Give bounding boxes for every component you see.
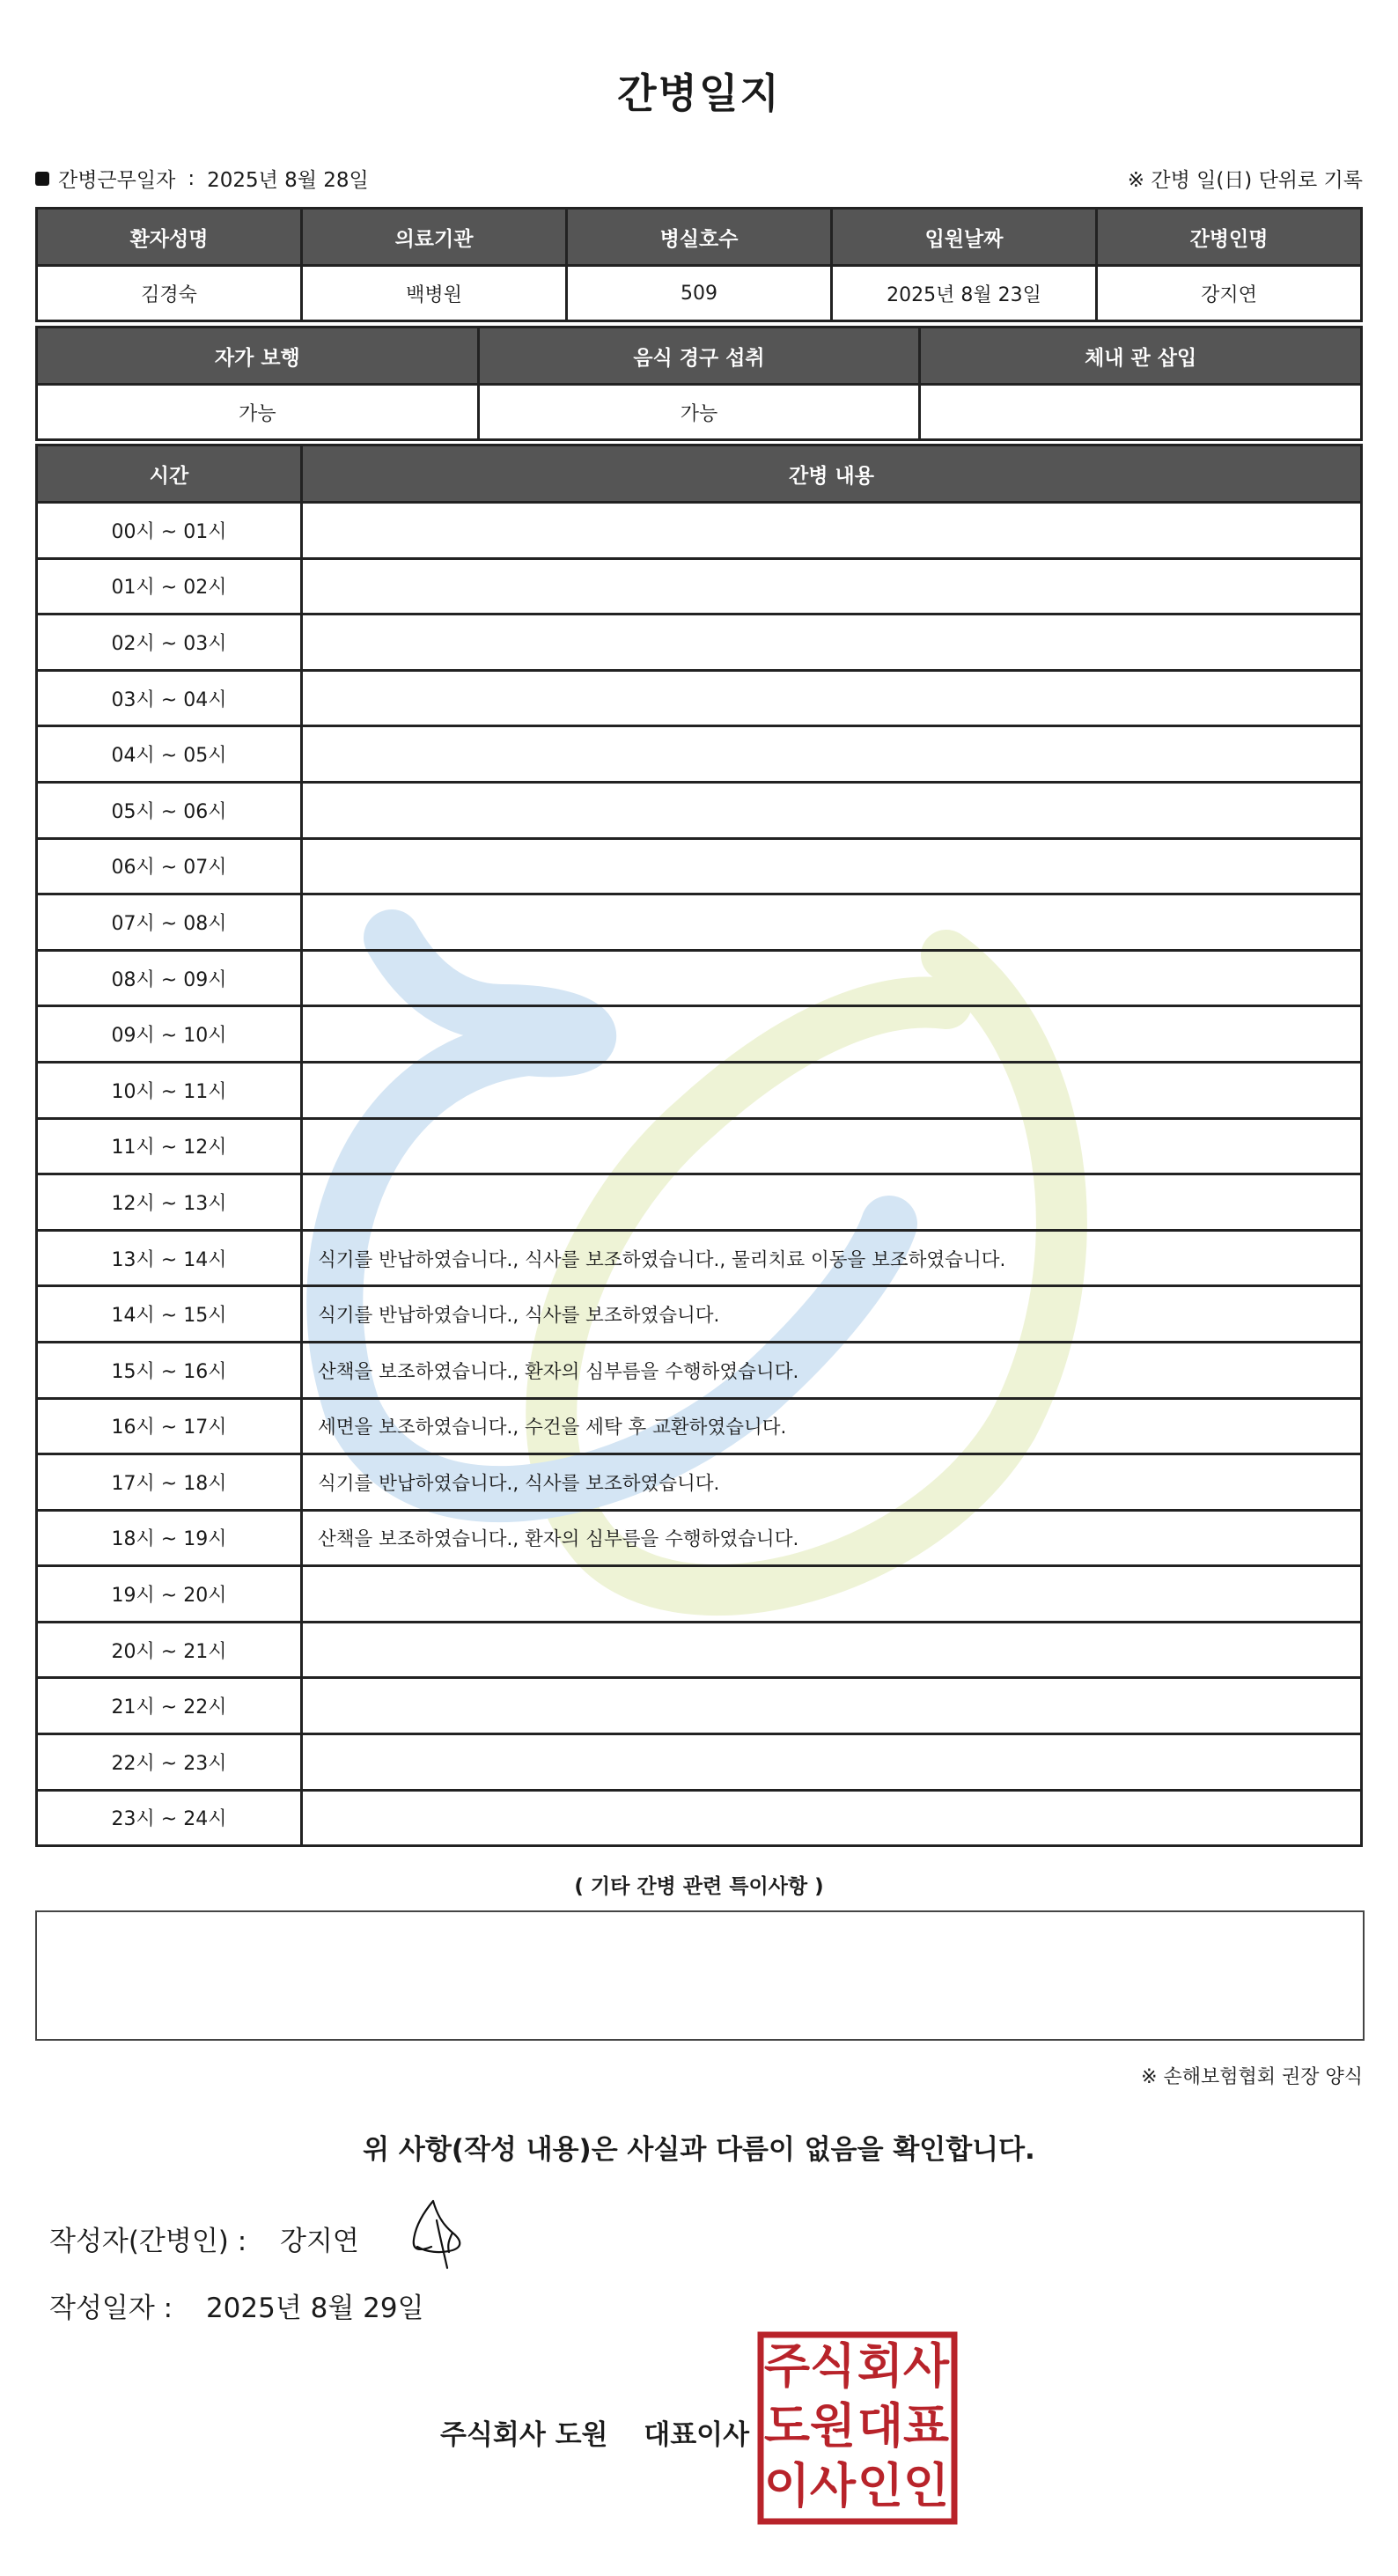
tube-insertion-value: [920, 385, 1362, 440]
care-log-time: 02시 ~ 03시: [37, 615, 302, 671]
care-log-row: [37, 1454, 1362, 1511]
care-log-time: 21시 ~ 22시: [37, 1678, 302, 1734]
care-log-row: [37, 1734, 1362, 1791]
seal-character: 주: [763, 2338, 811, 2394]
company-seal-stamp: [757, 2331, 958, 2525]
seal-character: 원: [809, 2398, 857, 2454]
header-self-walking: 자가 보행: [37, 328, 479, 385]
seal-character: 도: [763, 2398, 811, 2454]
self-walking-value: 가능: [37, 385, 479, 440]
patient-info-value-row: [37, 266, 1362, 321]
care-log-time: 18시 ~ 19시: [37, 1510, 302, 1566]
writer-line: [49, 2219, 359, 2258]
work-date-value: 2025년 8월 28일: [207, 169, 369, 192]
special-notes-title: ( 기타 간병 관련 특이사항 ): [574, 1875, 824, 1898]
care-log-row: [37, 1342, 1362, 1398]
care-log-content: 식기를 반납하였습니다., 식사를 보조하였습니다., 물리치료 이동을 보조하였습니다.: [302, 1230, 1362, 1286]
writer-name: 강지연: [280, 2226, 359, 2257]
caregiver-name-value: 강지연: [1097, 266, 1362, 321]
care-log-content: [302, 1174, 1362, 1231]
care-log-time: 16시 ~ 17시: [37, 1398, 302, 1454]
care-log-header-row: [37, 445, 1362, 503]
company-name: 주식회사 도원: [440, 2419, 608, 2451]
care-log-content: [302, 1678, 1362, 1734]
care-log-row: [37, 782, 1362, 838]
patient-name-value: 김경숙: [37, 266, 302, 321]
care-log-content: 세면을 보조하였습니다., 수건을 세탁 후 교환하였습니다.: [302, 1398, 1362, 1454]
care-log-content: 산책을 보조하였습니다., 환자의 심부름을 수행하였습니다.: [302, 1342, 1362, 1398]
room-number-value: 509: [567, 266, 832, 321]
care-log-time: 10시 ~ 11시: [37, 1062, 302, 1118]
written-date-line: [49, 2285, 424, 2325]
care-log-content: [302, 1006, 1362, 1063]
care-log-time: 04시 ~ 05시: [37, 726, 302, 783]
care-log-content: [302, 1566, 1362, 1623]
care-log-time: 08시 ~ 09시: [37, 950, 302, 1006]
care-log-content: 식기를 반납하였습니다., 식사를 보조하였습니다.: [302, 1286, 1362, 1343]
care-log-row: [37, 615, 1362, 671]
care-log-row: [37, 670, 1362, 726]
care-log-row: [37, 1678, 1362, 1734]
header-admission-date: 입원날짜: [832, 209, 1097, 266]
care-log-row: [37, 1622, 1362, 1678]
seal-character: 회: [857, 2338, 904, 2394]
written-date-value: 2025년 8월 29일: [205, 2293, 424, 2324]
care-log-time: 15시 ~ 16시: [37, 1342, 302, 1398]
header-time: 시간: [37, 445, 302, 503]
care-log-content: [302, 838, 1362, 894]
admission-date-value: 2025년 8월 23일: [832, 266, 1097, 321]
special-notes-box: [35, 1910, 1365, 2041]
writer-label: 작성자(간병인) :: [49, 2226, 247, 2257]
seal-character: 사: [902, 2338, 950, 2394]
care-log-row: [37, 950, 1362, 1006]
seal-character: 사: [809, 2458, 857, 2513]
care-log-content: [302, 1790, 1362, 1846]
seal-character: 식: [809, 2338, 857, 2394]
care-log-row: [37, 1006, 1362, 1063]
header-room-number: 병실호수: [567, 209, 832, 266]
record-unit-note: ※ 간병 일(日) 단위로 기록: [1127, 169, 1363, 192]
care-log-time: 01시 ~ 02시: [37, 558, 302, 615]
header-patient-name: 환자성명: [37, 209, 302, 266]
patient-info-header-row: [37, 209, 1362, 266]
seal-character: 인: [902, 2458, 950, 2513]
patient-ability-table: [35, 326, 1363, 441]
care-log-content: [302, 1062, 1362, 1118]
written-date-label: 작성일자 :: [49, 2293, 173, 2324]
care-log-time: 00시 ~ 01시: [37, 503, 302, 559]
seal-character: 인: [857, 2458, 904, 2513]
care-log-row: [37, 1790, 1362, 1846]
care-log-time: 09시 ~ 10시: [37, 1006, 302, 1063]
care-log-time: 20시 ~ 21시: [37, 1622, 302, 1678]
header-caregiver-name: 간병인명: [1097, 209, 1362, 266]
care-log-content: [302, 1622, 1362, 1678]
hospital-value: 백병원: [302, 266, 567, 321]
care-log-content: [302, 950, 1362, 1006]
seal-character: 이: [763, 2458, 811, 2513]
confirmation-statement: 위 사항(작성 내용)은 사실과 다름이 없음을 확인합니다.: [363, 2134, 1035, 2166]
care-log-time: 17시 ~ 18시: [37, 1454, 302, 1511]
care-log-time: 05시 ~ 06시: [37, 782, 302, 838]
care-log-row: [37, 1062, 1362, 1118]
care-log-time: 07시 ~ 08시: [37, 894, 302, 951]
care-log-content: [302, 1734, 1362, 1791]
care-log-time: 22시 ~ 23시: [37, 1734, 302, 1791]
ability-header-row: [37, 328, 1362, 385]
header-hospital: 의료기관: [302, 209, 567, 266]
seal-character: 대: [857, 2398, 904, 2454]
care-log-row: [37, 1510, 1362, 1566]
work-date-separator: :: [188, 166, 195, 190]
patient-info-table: [35, 207, 1363, 322]
handwritten-signature: [407, 2194, 477, 2270]
care-log-row: [37, 558, 1362, 615]
care-log-time: 14시 ~ 15시: [37, 1286, 302, 1343]
care-log-content: [302, 894, 1362, 951]
care-log-content: 식기를 반납하였습니다., 식사를 보조하였습니다.: [302, 1454, 1362, 1511]
care-log-time: 06시 ~ 07시: [37, 838, 302, 894]
care-log-time: 03시 ~ 04시: [37, 670, 302, 726]
care-log-row: [37, 894, 1362, 951]
care-log-table: [35, 444, 1363, 1847]
care-log-time: 11시 ~ 12시: [37, 1118, 302, 1174]
header-oral-intake: 음식 경구 섭취: [478, 328, 920, 385]
care-log-content: [302, 670, 1362, 726]
care-log-content: [302, 558, 1362, 615]
care-log-content: [302, 615, 1362, 671]
care-log-row: [37, 503, 1362, 559]
work-date-line: [35, 164, 369, 193]
care-log-content: [302, 726, 1362, 783]
care-log-row: [37, 726, 1362, 783]
header-tube-insertion: 체내 관 삽입: [920, 328, 1362, 385]
care-log-row: [37, 838, 1362, 894]
care-log-row: [37, 1230, 1362, 1286]
care-log-time: 13시 ~ 14시: [37, 1230, 302, 1286]
ceo-title: 대표이사: [644, 2419, 750, 2451]
seal-character: 표: [902, 2398, 950, 2454]
care-log-row: [37, 1398, 1362, 1454]
company-signature-line: [440, 2412, 749, 2452]
care-log-content: [302, 782, 1362, 838]
care-log-row: [37, 1566, 1362, 1623]
care-log-time: 12시 ~ 13시: [37, 1174, 302, 1231]
care-log-row: [37, 1118, 1362, 1174]
ability-value-row: [37, 385, 1362, 440]
care-log-content: [302, 503, 1362, 559]
bullet-square-icon: [35, 172, 49, 186]
page-title: 간병일지: [617, 70, 781, 117]
care-log-content: [302, 1118, 1362, 1174]
association-form-note: ※ 손해보험협회 권장 양식: [1141, 2066, 1363, 2088]
care-log-time: 19시 ~ 20시: [37, 1566, 302, 1623]
care-log-content: 산책을 보조하였습니다., 환자의 심부름을 수행하였습니다.: [302, 1510, 1362, 1566]
header-care-content: 간병 내용: [302, 445, 1362, 503]
care-log-time: 23시 ~ 24시: [37, 1790, 302, 1846]
care-log-row: [37, 1286, 1362, 1343]
oral-intake-value: 가능: [478, 385, 920, 440]
care-log-row: [37, 1174, 1362, 1231]
work-date-label: 간병근무일자: [58, 169, 176, 192]
